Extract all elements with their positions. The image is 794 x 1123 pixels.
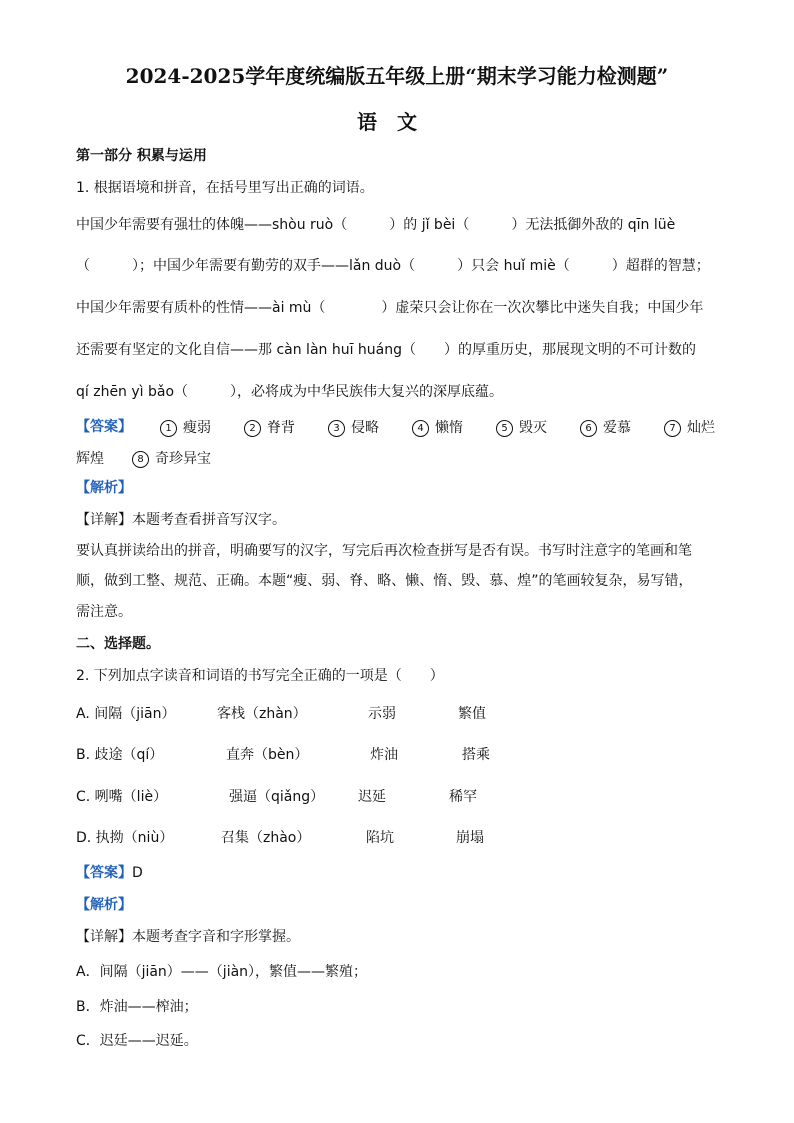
circled-number: 1 xyxy=(160,420,177,437)
option-d-word: 崩塌 xyxy=(456,830,484,846)
answer-item: 2 脊背 xyxy=(244,417,295,437)
part-heading: 第一部分 积累与运用 xyxy=(76,148,207,164)
answer-label: 【答案】 xyxy=(76,865,132,881)
option-c-word: 强逼（qiǎng） xyxy=(229,789,325,805)
explanation-line: C．迟廷——迟延。 xyxy=(76,1033,198,1049)
circled-number: 6 xyxy=(580,420,597,437)
section-heading: 二、选择题。 xyxy=(76,636,160,652)
circled-number: 5 xyxy=(496,420,513,437)
answer-item: 3 侵略 xyxy=(328,417,379,437)
detail-line: 【详解】本题考查看拼音写汉字。 xyxy=(76,512,286,528)
option-a: A. 间隔（jiān） xyxy=(76,706,176,722)
question-1-line: 中国少年需要有质朴的性情——ài mù（ ）虚荣只会让你在一次次攀比中迷失自我；中国少年 xyxy=(76,300,704,316)
answer-item: 8 奇珍异宝 xyxy=(132,448,211,468)
explanation-line: 顺，做到工整、规范、正确。本题“瘦、弱、脊、略、懒、惰、毁、慕、煌”的笔画较复杂，易写错， xyxy=(76,573,693,589)
explanation-line: A．间隔（jiān）——（jiàn），繁值——繁殖； xyxy=(76,964,368,980)
question-2-stem: 2. 下列加点字读音和词语的书写完全正确的一项是（ ） xyxy=(76,668,444,684)
option-d: D. 执拗（niù） xyxy=(76,830,174,846)
analysis-label: 【解析】 xyxy=(76,897,132,913)
answer-item: 6 爱慕 xyxy=(580,417,631,437)
option-b-word: 搭乘 xyxy=(462,747,490,763)
question-1-line: （ ）；中国少年需要有勤劳的双手——lǎn duò（ ）只会 huǐ miè（ ）超群的智慧； xyxy=(76,258,710,274)
subject-heading: 语文 xyxy=(357,110,437,134)
option-c-word: 迟延 xyxy=(358,789,386,805)
option-c: C. 咧嘴（liè） xyxy=(76,789,168,805)
answer-item: 5 毁灭 xyxy=(496,417,547,437)
answer-label: 【答案】 xyxy=(76,419,132,435)
option-b-word: 炸油 xyxy=(370,747,398,763)
question-1-line: 中国少年需要有强壮的体魄——shòu ruò（ ）的 jǐ bèi（ ）无法抵御外敌的 qīn lüè xyxy=(76,217,676,233)
question-1-stem: 1. 根据语境和拼音，在括号里写出正确的词语。 xyxy=(76,180,374,196)
answer-item: 4 懒惰 xyxy=(412,417,463,437)
explanation-line: B．炸油——榨油； xyxy=(76,999,198,1015)
answer-row xyxy=(76,863,726,883)
option-a-word: 客栈（zhàn） xyxy=(217,706,307,722)
question-1-line: 还需要有坚定的文化自信——那 càn làn huī huáng（ ）的厚重历史，那展现文明的不可计数的 xyxy=(76,342,697,358)
detail-line: 【详解】本题考查字音和字形掌握。 xyxy=(76,929,300,945)
option-d-word: 召集（zhào） xyxy=(221,830,311,846)
answer-item: 1 瘦弱 xyxy=(160,417,211,437)
explanation-line: 需注意。 xyxy=(76,604,132,620)
explanation-line: 要认真拼读给出的拼音，明确要写的汉字，写完后再次检查拼写是否有误。书写时注意字的笔画和笔 xyxy=(76,543,692,559)
question-1-line: qí zhēn yì bǎo（ ），必将成为中华民族伟大复兴的深厚底蕴。 xyxy=(76,384,504,400)
answer-item: 7 灿烂 xyxy=(664,417,715,437)
detail-label: 【详解】 xyxy=(76,512,132,528)
option-d-word: 陷坑 xyxy=(366,830,394,846)
answer-value: D xyxy=(132,865,143,881)
circled-number: 2 xyxy=(244,420,261,437)
circled-number: 7 xyxy=(664,420,681,437)
circled-number: 4 xyxy=(412,420,429,437)
option-b-word: 直奔（bèn） xyxy=(226,747,309,763)
answer-item-continued: 辉煌 xyxy=(76,451,104,467)
detail-label: 【详解】 xyxy=(76,929,132,945)
circled-number: 8 xyxy=(132,451,149,468)
option-a-word: 示弱 xyxy=(368,706,396,722)
option-a-word: 繁值 xyxy=(458,706,486,722)
analysis-label: 【解析】 xyxy=(76,480,132,496)
circled-number: 3 xyxy=(328,420,345,437)
document-title: 2024-2025学年度统编版五年级上册“期末学习能力检测题” xyxy=(125,64,669,88)
option-c-word: 稀罕 xyxy=(449,789,477,805)
option-b: B. 歧途（qí） xyxy=(76,747,164,763)
